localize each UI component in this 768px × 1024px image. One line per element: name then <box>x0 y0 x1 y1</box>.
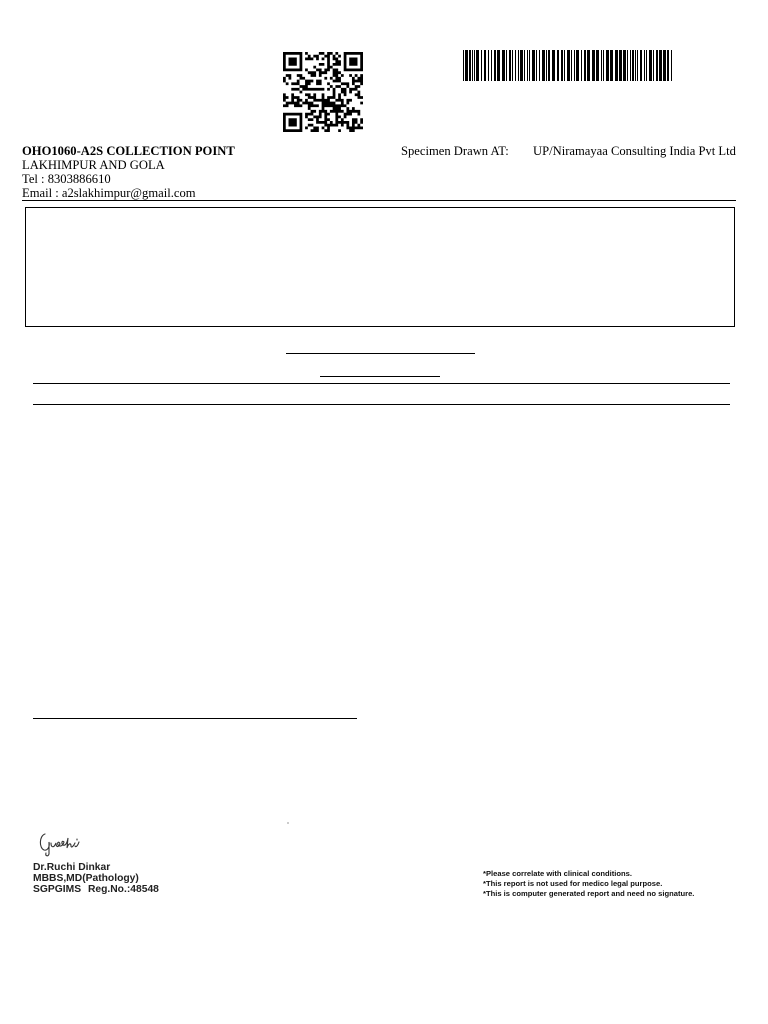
signatory-name: Dr.Ruchi Dinkar <box>33 862 111 873</box>
lab-details <box>22 144 235 200</box>
barcode-icon <box>461 50 675 81</box>
handwritten-signature <box>36 826 84 862</box>
patient-info-box <box>25 207 735 327</box>
signatory-qualification: MBBS,MD(Pathology) <box>33 872 139 884</box>
results-table-header-rule <box>33 404 730 405</box>
signatory-institute: SGPGIMS <box>33 883 82 895</box>
results-table-top-rule <box>33 383 730 384</box>
report-title-underline <box>286 353 475 354</box>
report-subtitle-underline <box>320 376 440 377</box>
scan-speck <box>287 822 289 824</box>
lab-email: Email : a2slakhimpur@gmail.com <box>22 186 196 200</box>
specimen-drawn-label: Specimen Drawn AT: <box>401 144 509 158</box>
qr-code-icon <box>283 52 363 132</box>
note-item: *This report is not used for medico legal purpose. <box>483 879 663 889</box>
signatory-institute-line <box>33 885 159 896</box>
lab-name: OHO1060-A2S COLLECTION POINT <box>22 144 235 158</box>
signatory-block <box>33 863 159 895</box>
end-of-report-line <box>33 718 357 719</box>
lab-tel: Tel : 8303886610 <box>22 172 111 186</box>
note-item: *Please correlate with clinical conditions. <box>483 869 632 878</box>
signatory-reg-no: Reg.No.:48548 <box>87 883 159 895</box>
header-divider <box>22 200 736 201</box>
disclaimer-notes <box>483 869 694 900</box>
note-item: *This is computer generated report and need no signature. <box>483 889 695 899</box>
lab-location: LAKHIMPUR AND GOLA <box>22 158 165 172</box>
specimen-drawn-value: UP/Niramayaa Consulting India Pvt Ltd <box>533 144 736 158</box>
